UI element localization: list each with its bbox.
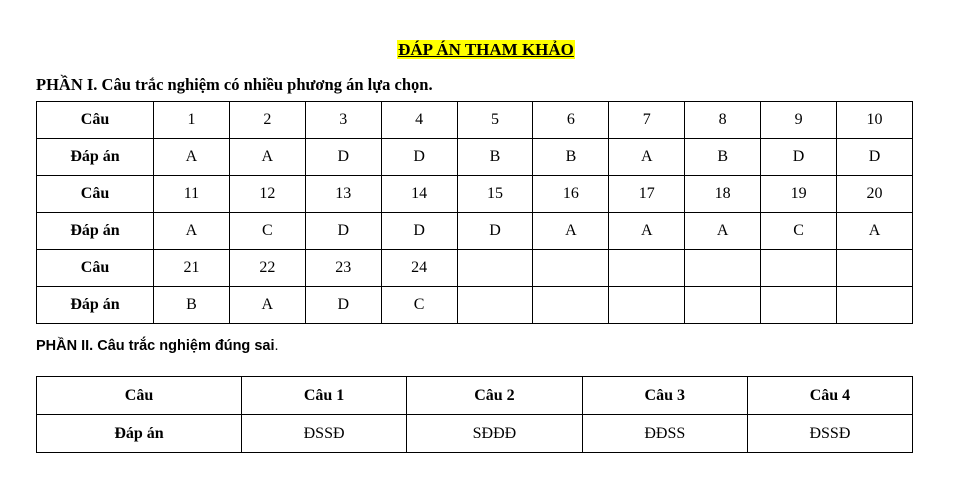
- question-number: 2: [229, 102, 305, 139]
- part2-heading-text: PHẦN II. Câu trắc nghiệm đúng sai: [36, 338, 275, 354]
- question-number: 24: [381, 250, 457, 287]
- header-label: Câu: [37, 377, 242, 415]
- question-number: 11: [154, 176, 230, 213]
- table-row: [37, 139, 913, 176]
- answer-cell: A: [229, 139, 305, 176]
- empty-cell: [533, 250, 609, 287]
- question-number: 17: [609, 176, 685, 213]
- table-row: [37, 250, 913, 287]
- part2-heading-period: .: [274, 338, 279, 354]
- question-number: 23: [305, 250, 381, 287]
- table-row: [37, 176, 913, 213]
- answer-cell: A: [154, 139, 230, 176]
- title-text: ĐÁP ÁN THAM KHẢO: [398, 40, 574, 59]
- table-row: [37, 287, 913, 324]
- answer-cell: SĐĐĐ: [407, 415, 583, 453]
- document-title: [0, 40, 972, 60]
- answer-cell: ĐSSĐ: [747, 415, 912, 453]
- question-number: 18: [685, 176, 761, 213]
- empty-cell: [761, 287, 837, 324]
- question-number: 20: [837, 176, 913, 213]
- empty-cell: [761, 250, 837, 287]
- empty-cell: [457, 250, 533, 287]
- answer-cell: C: [761, 213, 837, 250]
- part1-heading: PHẦN I. Câu trắc nghiệm có nhiều phương án lựa chọn.: [36, 75, 433, 94]
- question-header: Câu 4: [747, 377, 912, 415]
- question-number: 10: [837, 102, 913, 139]
- row-label-question: Câu: [37, 250, 154, 287]
- question-number: 1: [154, 102, 230, 139]
- answer-cell: A: [533, 213, 609, 250]
- answer-cell: A: [609, 139, 685, 176]
- answer-cell: ĐSSĐ: [242, 415, 407, 453]
- answer-cell: D: [305, 287, 381, 324]
- answer-cell: C: [381, 287, 457, 324]
- answer-cell: D: [457, 213, 533, 250]
- question-number: 3: [305, 102, 381, 139]
- answer-cell: D: [305, 213, 381, 250]
- question-number: 4: [381, 102, 457, 139]
- answer-cell: A: [609, 213, 685, 250]
- question-number: 16: [533, 176, 609, 213]
- part1-answer-table: [36, 101, 913, 324]
- question-number: 22: [229, 250, 305, 287]
- question-number: 8: [685, 102, 761, 139]
- table-row: [37, 102, 913, 139]
- question-number: 5: [457, 102, 533, 139]
- empty-cell: [837, 250, 913, 287]
- answer-cell: B: [533, 139, 609, 176]
- answer-cell: D: [381, 213, 457, 250]
- empty-cell: [609, 250, 685, 287]
- empty-cell: [837, 287, 913, 324]
- question-number: 14: [381, 176, 457, 213]
- empty-cell: [609, 287, 685, 324]
- question-number: 9: [761, 102, 837, 139]
- question-number: 7: [609, 102, 685, 139]
- answer-cell: B: [457, 139, 533, 176]
- answer-cell: B: [154, 287, 230, 324]
- question-header: Câu 2: [407, 377, 583, 415]
- answer-cell: D: [381, 139, 457, 176]
- answer-cell: D: [761, 139, 837, 176]
- row-label-answer: Đáp án: [37, 139, 154, 176]
- answer-cell: C: [229, 213, 305, 250]
- answer-cell: ĐĐSS: [582, 415, 747, 453]
- question-number: 13: [305, 176, 381, 213]
- part2-heading: [36, 338, 279, 354]
- row-label-answer: Đáp án: [37, 213, 154, 250]
- row-label-answer: Đáp án: [37, 287, 154, 324]
- row-label-answer: Đáp án: [37, 415, 242, 453]
- question-number: 6: [533, 102, 609, 139]
- row-label-question: Câu: [37, 176, 154, 213]
- answer-cell: A: [837, 213, 913, 250]
- question-number: 15: [457, 176, 533, 213]
- answer-cell: A: [229, 287, 305, 324]
- part2-answer-table: [36, 376, 913, 453]
- question-number: 21: [154, 250, 230, 287]
- table-row: [37, 415, 913, 453]
- answer-cell: B: [685, 139, 761, 176]
- row-label-question: Câu: [37, 102, 154, 139]
- empty-cell: [685, 250, 761, 287]
- table-row: [37, 213, 913, 250]
- question-number: 12: [229, 176, 305, 213]
- empty-cell: [685, 287, 761, 324]
- question-number: 19: [761, 176, 837, 213]
- answer-cell: D: [305, 139, 381, 176]
- answer-cell: A: [154, 213, 230, 250]
- answer-cell: D: [837, 139, 913, 176]
- question-header: Câu 1: [242, 377, 407, 415]
- empty-cell: [533, 287, 609, 324]
- question-header: Câu 3: [582, 377, 747, 415]
- table-row: [37, 377, 913, 415]
- empty-cell: [457, 287, 533, 324]
- answer-cell: A: [685, 213, 761, 250]
